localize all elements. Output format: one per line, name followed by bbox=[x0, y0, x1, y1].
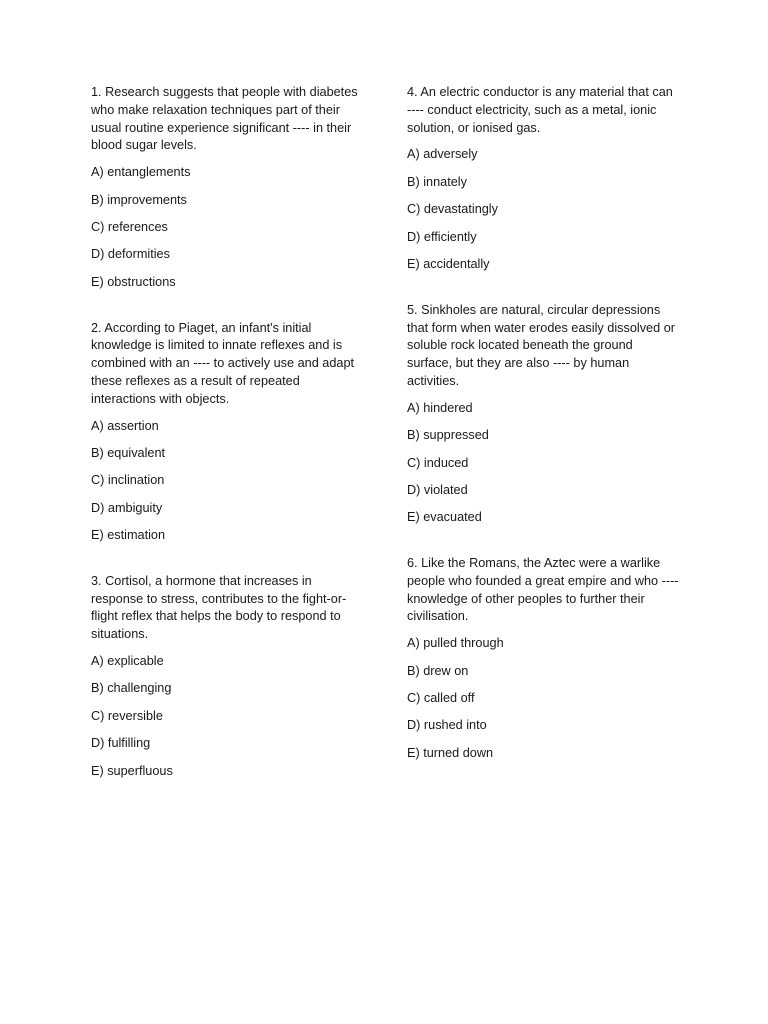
option-a: A) assertion bbox=[91, 418, 159, 433]
option-a: A) hindered bbox=[407, 400, 473, 415]
option-b: B) challenging bbox=[91, 681, 172, 696]
option-c: C) called off bbox=[407, 691, 475, 706]
left-column bbox=[91, 84, 363, 808]
option-e: E) accidentally bbox=[407, 256, 490, 271]
option-b: B) equivalent bbox=[91, 445, 166, 460]
question-2 bbox=[91, 320, 363, 545]
question-stem: 6. Like the Romans, the Aztec were a warlike people who founded a great empire and who ---- knowledge of other peoples to further their civilisation. bbox=[407, 556, 679, 624]
option-d: D) violated bbox=[407, 482, 468, 497]
question-1 bbox=[91, 84, 363, 292]
option-a: A) pulled through bbox=[407, 636, 504, 651]
option-b: B) drew on bbox=[407, 663, 469, 678]
option-c: C) inclination bbox=[91, 473, 165, 488]
option-b: B) innately bbox=[407, 174, 467, 189]
question-stem: 1. Research suggests that people with diabetes who make relaxation techniques part of their usual routine experience significant ---- in their blood sugar levels. bbox=[91, 85, 358, 153]
option-d: D) rushed into bbox=[407, 718, 487, 733]
option-d: D) efficiently bbox=[407, 229, 477, 244]
option-a: A) entanglements bbox=[91, 165, 191, 180]
question-6 bbox=[407, 555, 679, 763]
option-e: E) turned down bbox=[407, 745, 494, 760]
question-4 bbox=[407, 84, 679, 274]
option-a: A) explicable bbox=[91, 654, 164, 669]
question-stem: 3. Cortisol, a hormone that increases in response to stress, contributes to the fight-or-flight reflex that helps the body to respond to situations. bbox=[91, 573, 347, 642]
question-stem: 4. An electric conductor is any material that can ---- conduct electricity, such as a metal, ionic solution, or ionised gas. bbox=[407, 85, 673, 135]
option-d: D) ambiguity bbox=[91, 500, 163, 515]
option-d: D) deformities bbox=[91, 247, 170, 262]
option-e: E) evacuated bbox=[407, 510, 482, 525]
option-e: E) obstructions bbox=[91, 274, 176, 289]
option-c: C) induced bbox=[407, 455, 469, 470]
option-a: A) adversely bbox=[407, 147, 478, 162]
question-stem: 2. According to Piaget, an infant's initial knowledge is limited to innate reflexes and is combined with an ---- to actively use and adapt these reflexes as a result of repeated interactions with objects. bbox=[91, 320, 355, 406]
right-column bbox=[407, 84, 679, 791]
option-c: C) devastatingly bbox=[407, 202, 498, 217]
question-3 bbox=[91, 573, 363, 781]
option-e: E) superfluous bbox=[91, 763, 173, 778]
option-e: E) estimation bbox=[91, 528, 166, 543]
option-c: C) reversible bbox=[91, 708, 163, 723]
option-b: B) suppressed bbox=[407, 428, 489, 443]
option-d: D) fulfilling bbox=[91, 736, 151, 751]
question-stem: 5. Sinkholes are natural, circular depressions that form when water erodes easily dissolved or soluble rock located beneath the ground surface, but they are also ---- by human activities. bbox=[407, 302, 675, 388]
option-c: C) references bbox=[91, 219, 168, 234]
option-b: B) improvements bbox=[91, 192, 187, 207]
question-5 bbox=[407, 302, 679, 527]
